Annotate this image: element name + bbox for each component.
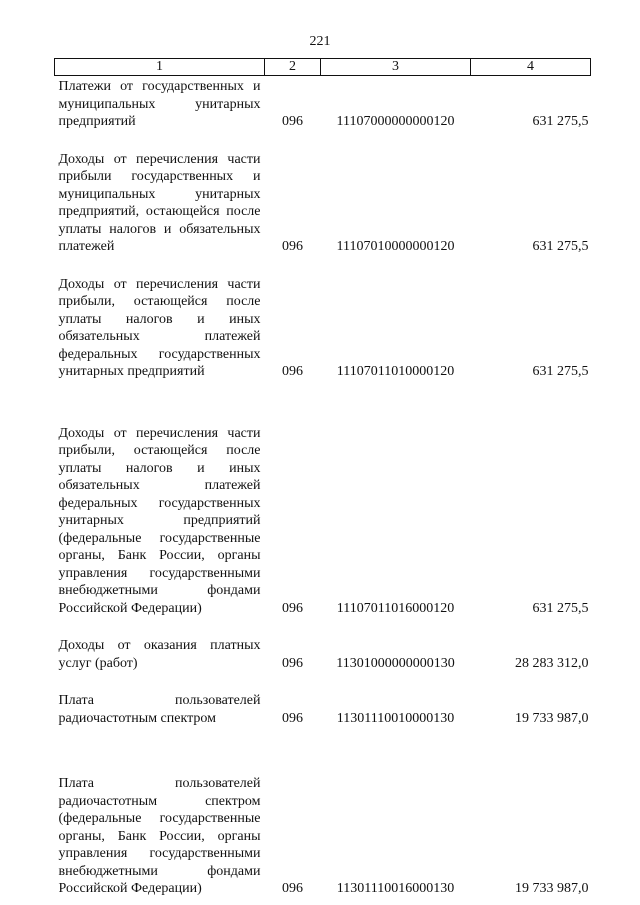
budget-table — [54, 58, 591, 898]
row-description: Доходы от перечисления части прибыли государственных и муниципальных унитарных предприятий, остающейся после уплаты налогов и обязательных платежей — [58, 151, 261, 254]
page-number: 221 — [309, 34, 331, 49]
row-description: Платежи от государственных и муниципальных унитарных предприятий — [58, 79, 261, 129]
row-kbk: 11301110010000130 — [336, 710, 455, 726]
table-row — [55, 76, 591, 131]
row-amount: 28 283 312,0 — [515, 655, 589, 671]
column-header: 3 — [321, 59, 471, 76]
table-row — [55, 775, 591, 898]
row-amount: 631 275,5 — [532, 364, 589, 379]
row-kbk: 11107011016000120 — [336, 600, 455, 616]
row-description: Плата пользователей радиочастотным спектром (федеральные государственные органы, Банк России, органы управления государственными внебюджетными фондами Российской Федерации) — [58, 776, 261, 896]
row-description: Плата пользователей радиочастотным спектром — [58, 693, 261, 726]
row-kbk: 11107011010000120 — [336, 364, 455, 379]
table-header-row — [55, 59, 591, 76]
row-amount: 631 275,5 — [532, 600, 589, 616]
row-code: 096 — [282, 239, 303, 254]
row-code: 096 — [282, 114, 303, 129]
column-header: 2 — [265, 59, 321, 76]
row-amount: 19 733 987,0 — [515, 710, 589, 726]
table-row — [55, 425, 591, 618]
row-description: Доходы от перечисления части прибыли, остающейся после уплаты налогов и иных обязательных платежей федеральных государственных унитарных предприятий — [58, 276, 261, 379]
table-row — [55, 692, 591, 727]
column-header: 1 — [55, 59, 265, 76]
table-row — [55, 637, 591, 672]
row-code: 096 — [282, 710, 303, 726]
table-row — [55, 276, 591, 381]
column-header: 4 — [471, 59, 591, 76]
row-amount: 19 733 987,0 — [515, 881, 589, 896]
row-description: Доходы от оказания платных услуг (работ) — [58, 638, 261, 671]
table-row — [55, 151, 591, 256]
row-description: Доходы от перечисления части прибыли, остающейся после уплаты налогов и иных обязательных платежей федеральных государственных унитарных предприятий (федеральные государственные органы, Банк России, органы управления государственными внебюджетными фондами Российской Федерации) — [58, 425, 261, 616]
row-code: 096 — [282, 364, 303, 379]
row-kbk: 11107000000000120 — [336, 114, 455, 129]
row-code: 096 — [282, 655, 303, 671]
row-code: 096 — [282, 600, 303, 616]
row-amount: 631 275,5 — [532, 239, 589, 254]
row-kbk: 11107010000000120 — [336, 239, 455, 254]
row-kbk: 11301000000000130 — [336, 655, 455, 671]
row-kbk: 11301110016000130 — [336, 881, 455, 896]
row-code: 096 — [282, 881, 303, 896]
row-amount: 631 275,5 — [532, 114, 589, 129]
